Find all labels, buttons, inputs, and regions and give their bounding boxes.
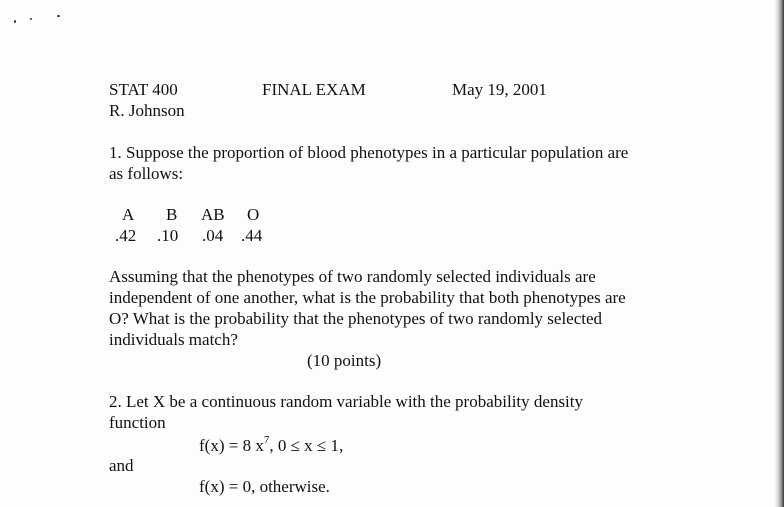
- table-value-ab: .04: [202, 226, 224, 245]
- scan-speck: [57, 15, 60, 17]
- table-header-ab: AB: [201, 205, 225, 224]
- question1-points: (10 points): [307, 351, 382, 370]
- question2-text-line1: 2. Let X be a continuous random variable with the probability density: [109, 392, 583, 411]
- table-header-o: O: [247, 205, 260, 224]
- scan-speck: [30, 18, 32, 20]
- question1-paragraph-line4: individuals match?: [109, 330, 238, 349]
- table-value-a: .42: [115, 226, 137, 245]
- table-header-a: A: [122, 205, 135, 224]
- exam-title: FINAL EXAM: [262, 80, 366, 99]
- density-formula-exponent: 7: [263, 434, 270, 447]
- question1-text-line2: as follows:: [109, 164, 184, 183]
- course-code: STAT 400: [109, 80, 178, 99]
- question2-text-line2: function: [109, 413, 166, 432]
- question1-paragraph-line3: O? What is the probability that the phenotypes of two randomly selected: [109, 309, 603, 328]
- scan-speck: [14, 20, 16, 23]
- density-formula: [199, 436, 343, 456]
- question1-text-line1: 1. Suppose the proportion of blood phenotypes in a particular population are: [109, 143, 629, 162]
- table-header-b: B: [166, 205, 178, 224]
- scan-edge-shadow: [774, 0, 784, 507]
- question1-paragraph-line1: Assuming that the phenotypes of two randomly selected individuals are: [109, 267, 596, 286]
- exam-date: May 19, 2001: [452, 80, 547, 99]
- density-formula-otherwise: f(x) = 0, otherwise.: [199, 477, 330, 496]
- table-value-b: .10: [157, 226, 179, 245]
- density-formula-suffix: , 0 ≤ x ≤ 1,: [269, 436, 344, 455]
- question1-paragraph-line2: independent of one another, what is the probability that both phenotypes are: [109, 288, 626, 307]
- density-formula-prefix: f(x) = 8 x: [199, 436, 264, 455]
- table-value-o: .44: [241, 226, 263, 245]
- and-connector: and: [109, 456, 134, 475]
- instructor-name: R. Johnson: [109, 101, 185, 120]
